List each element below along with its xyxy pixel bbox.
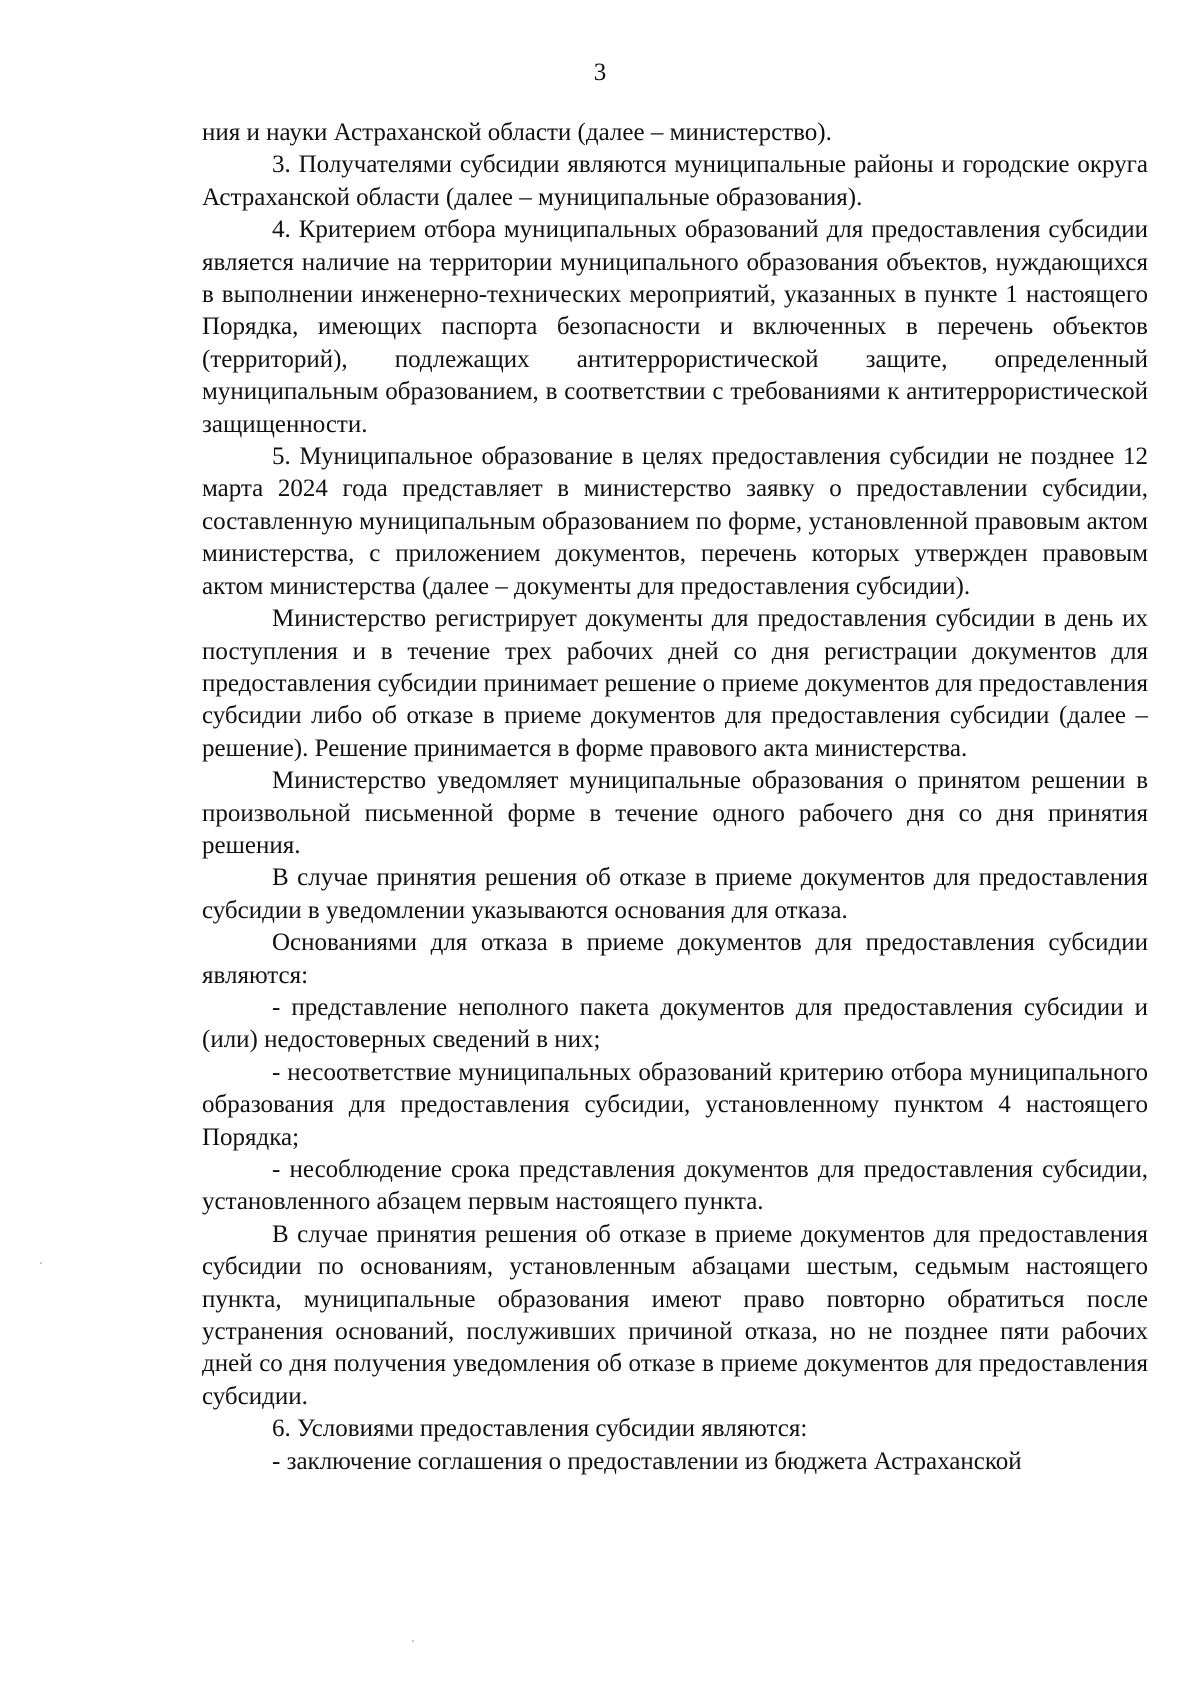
list-item-deadline-violation: - несоблюдение срока представления документов для предоставления субсидии, установленного абзацем первым настоящего пункта.	[202, 1156, 1148, 1216]
page-number: 3	[593, 59, 607, 86]
paragraph-refusal-grounds: Основаниями для отказа в приеме документов для предоставления субсидии являются:	[202, 929, 1148, 989]
paragraph-item-5: 5. Муниципальное образование в целях предоставления субсидии не позднее 12 марта 2024 года представляет в министерство заявку о предоставлении субсидии, составленную муниципальным образованием по форме, установленной правовым актом министерства, с приложением документов, перечень которых утвержден правовым актом министерства (далее – документы для предоставления субсидии).	[202, 443, 1148, 600]
paragraph-item-4: 4. Критерием отбора муниципальных образований для предоставления субсидии является наличие на территории муниципального образования объектов, нуждающихся в выполнении инженерно-технических мероприятий, указанных в пункте 1 настоящего Порядка, имеющих паспорта безопасности и включенных в перечень объектов (территорий), подлежащих антитеррористической защите, определенный муниципальным образованием, в соответствии с требованиями к антитеррористической защищенности.	[202, 216, 1148, 438]
paragraph-continuation: ния и науки Астраханской области (далее – министерство).	[202, 119, 832, 146]
paragraph-resubmission: В случае принятия решения об отказе в приеме документов для предоставления субсидии по основаниям, установленным абзацами шестым, седьмым настоящего пункта, муниципальные образования имеют право повторно обратиться после устранения оснований, послуживших причиной отказа, но не позднее пяти рабочих дней со дня получения уведомления об отказе в приеме документов для предоставления субсидии.	[202, 1220, 1148, 1410]
paragraph-notification: Министерство уведомляет муниципальные образования о принятом решении в произвольной письменной форме в течение одного рабочего дня со дня принятия решения.	[202, 767, 1148, 859]
paragraph-registration: Министерство регистрирует документы для предоставления субсидии в день их поступления и в течение трех рабочих дней со дня регистрации документов для предоставления субсидии принимает решение о приеме документов для предоставления субсидии либо об отказе в приеме документов для предоставления субсидии (далее – решение). Решение принимается в форме правового акта министерства.	[202, 605, 1148, 762]
paragraph-item-6: 6. Условиями предоставления субсидии являются:	[272, 1415, 808, 1443]
scan-speck	[40, 1262, 42, 1264]
list-item-incomplete-package: - представление неполного пакета документов для предоставления субсидии и (или) недостоверных сведений в них;	[202, 993, 1148, 1054]
paragraph-item-3: 3. Получателями субсидии являются муниципальные районы и городские округа Астраханской области (далее – муниципальные образования).	[202, 151, 1148, 211]
document-body	[202, 117, 1148, 1478]
list-item-agreement: - заключение соглашения о предоставлении из бюджета Астраханской	[272, 1447, 1022, 1475]
list-item-criterion-mismatch: - несоответствие муниципальных образований критерию отбора муниципального образования для предоставления субсидии, установленному пунктом 4 настоящего Порядка;	[202, 1058, 1148, 1151]
scan-speck	[412, 1640, 414, 1642]
paragraph-refusal-notice: В случае принятия решения об отказе в приеме документов для предоставления субсидии в уведомлении указываются основания для отказа.	[202, 864, 1148, 924]
